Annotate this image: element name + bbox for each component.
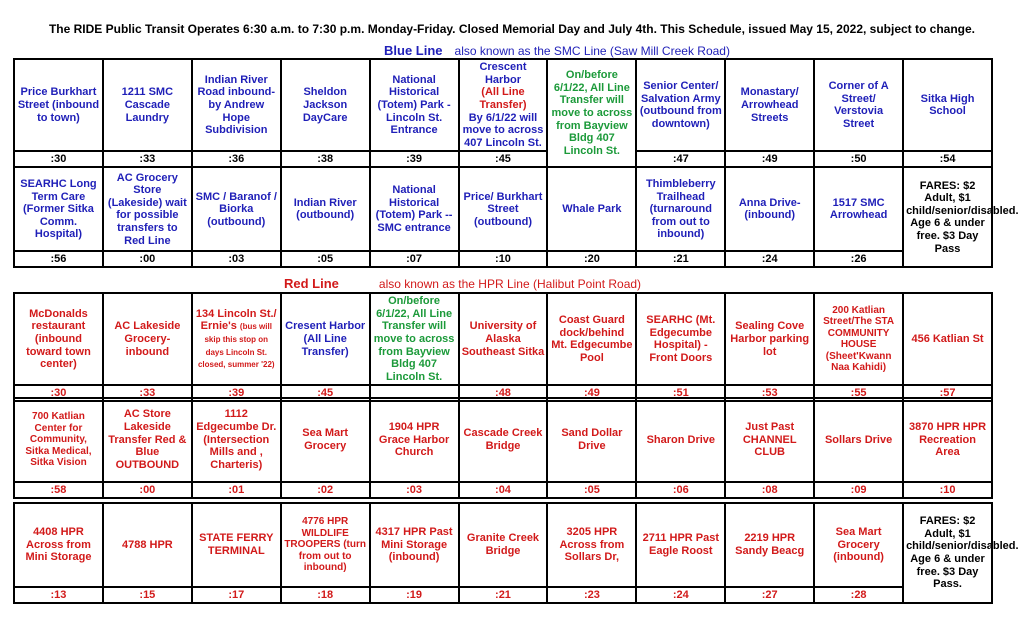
stop-cell: Sand Dollar Drive xyxy=(547,398,636,482)
stop-cell: Granite Creek Bridge xyxy=(459,503,548,587)
stop-cell: 2711 HPR Past Eagle Roost xyxy=(636,503,725,587)
time-cell: :19 xyxy=(370,587,459,603)
red-line-aka: also known as the HPR Line (Halibut Point Road) xyxy=(378,277,642,291)
stop-cell: 1112 Edgecumbe Dr. (Intersection Mills and , Charteris) xyxy=(192,398,281,482)
time-cell: :17 xyxy=(192,587,281,603)
stop-cell: Sealing Cove Harbor parking lot xyxy=(725,293,814,385)
stop-cell: 700 Katlian Center for Community, Sitka Medical, Sitka Vision xyxy=(14,398,103,482)
stop-cell: 4776 HPR WILDLIFE TROOPERS (turn from out to inbound) xyxy=(281,503,370,587)
time-cell: :48 xyxy=(459,385,548,401)
time-cell: :33 xyxy=(103,151,192,167)
time-cell: :58 xyxy=(14,482,103,498)
time-cell: :08 xyxy=(725,482,814,498)
stop-cell: 1517 SMC Arrowhead xyxy=(814,167,903,251)
time-cell: :30 xyxy=(14,151,103,167)
schedule-header: The RIDE Public Transit Operates 6:30 a.m. to 7:30 p.m. Monday-Friday. Closed Memorial Day and July 4th. This Schedule, issued May 15, 2022, subject to change. xyxy=(48,22,976,36)
time-cell: :55 xyxy=(814,385,903,401)
time-cell: :00 xyxy=(103,251,192,267)
time-cell: :56 xyxy=(14,251,103,267)
stop-cell: STATE FERRY TERMINAL xyxy=(192,503,281,587)
stop-cell: AC Grocery Store (Lakeside) wait for possible transfers to Red Line xyxy=(103,167,192,251)
time-cell: :05 xyxy=(547,482,636,498)
stop-cell: Senior Center/ Salvation Army (outbound from downtown) xyxy=(636,59,725,151)
time-cell: :10 xyxy=(903,482,992,498)
stop-cell: University of Alaska Southeast Sitka xyxy=(459,293,548,385)
stop-cell: Indian River (outbound) xyxy=(281,167,370,251)
time-cell: :27 xyxy=(725,587,814,603)
red-line-table-3 xyxy=(13,502,1019,604)
fares-cell: FARES: $2 Adult, $1 child/senior/disabled. Age 6 & under free. $3 Day Pass xyxy=(903,167,992,267)
ernies-label: 134 Lincoln St./ Ernie's xyxy=(195,307,277,333)
stop-cell: Sheldon Jackson DayCare xyxy=(281,59,370,151)
time-cell: :53 xyxy=(725,385,814,401)
time-cell: :49 xyxy=(725,151,814,167)
stop-cell-crescent-harbor xyxy=(459,59,548,151)
stop-cell-ernies xyxy=(192,293,281,385)
blue-line-title xyxy=(384,43,730,58)
time-cell: :50 xyxy=(814,151,903,167)
time-cell: :03 xyxy=(192,251,281,267)
crescent-harbor-note: By 6/1/22 will move to across 407 Lincoln St. xyxy=(462,111,544,149)
stop-cell: National Historical (Totem) Park -- SMC entrance xyxy=(370,167,459,251)
time-cell: :04 xyxy=(459,482,548,498)
stop-cell: Indian River Road inbound- by Andrew Hope Subdivision xyxy=(192,59,281,151)
stop-cell: 4408 HPR Across from Mini Storage xyxy=(14,503,103,587)
blue-line-aka: also known as the SMC Line (Saw Mill Creek Road) xyxy=(454,44,730,58)
time-cell: :24 xyxy=(725,251,814,267)
time-cell: :45 xyxy=(281,385,370,401)
red-line-title xyxy=(284,276,641,291)
stop-cell: Cresent Harbor (All Line Transfer) xyxy=(281,293,370,385)
stop-cell: 2219 HPR Sandy Beacg xyxy=(725,503,814,587)
time-cell: :02 xyxy=(281,482,370,498)
stop-cell: McDonalds restaurant (inbound toward town center) xyxy=(14,293,103,385)
stop-cell: Thimbleberry Trailhead (turnaround from out to inbound) xyxy=(636,167,725,251)
time-cell: :07 xyxy=(370,251,459,267)
time-cell: :01 xyxy=(192,482,281,498)
time-cell: :26 xyxy=(814,251,903,267)
crescent-harbor-label: Crescent Harbor xyxy=(479,61,527,86)
time-cell: :21 xyxy=(459,587,548,603)
time-cell: :57 xyxy=(903,385,992,401)
stop-cell: National Historical (Totem) Park - Lincoln St. Entrance xyxy=(370,59,459,151)
time-cell: :39 xyxy=(370,151,459,167)
stop-cell: 1904 HPR Grace Harbor Church xyxy=(370,398,459,482)
stop-cell: Just Past CHANNEL CLUB xyxy=(725,398,814,482)
stop-cell: Anna Drive- (inbound) xyxy=(725,167,814,251)
fares-cell: FARES: $2 Adult, $1 child/senior/disabled. Age 6 & under free. $3 Day Pass. xyxy=(903,503,992,603)
time-cell: :13 xyxy=(14,587,103,603)
time-cell: :38 xyxy=(281,151,370,167)
time-cell: :45 xyxy=(459,151,548,167)
red-line-table-1 xyxy=(13,292,993,402)
stop-cell: Corner of A Street/ Verstovia Street xyxy=(814,59,903,151)
stop-cell: 4788 HPR xyxy=(103,503,192,587)
time-cell: :24 xyxy=(636,587,725,603)
stop-cell: SEARHC (Mt. Edgecumbe Hospital) - Front Doors xyxy=(636,293,725,385)
transfer-note-cell: On/before 6/1/22, All Line Transfer will move to across from Bayview Bldg 407 Lincoln St. xyxy=(547,59,636,167)
stop-cell: 200 Katlian Street/The STA COMMUNITY HOUSE (Sheet'Kwann Naa Kahidi) xyxy=(814,293,903,385)
time-cell: :03 xyxy=(370,482,459,498)
stop-cell: Sollars Drive xyxy=(814,398,903,482)
red-line-table-2 xyxy=(13,397,993,499)
time-cell: :30 xyxy=(14,385,103,401)
time-cell: :00 xyxy=(103,482,192,498)
red-line-name: Red Line xyxy=(284,276,339,291)
time-cell: :49 xyxy=(547,385,636,401)
time-cell: :51 xyxy=(636,385,725,401)
stop-cell: Sharon Drive xyxy=(636,398,725,482)
crescent-all-line-label: (All Line Transfer) xyxy=(479,86,527,111)
stop-cell: Monastary/ Arrowhead Streets xyxy=(725,59,814,151)
time-cell: :10 xyxy=(459,251,548,267)
stop-cell: Whale Park xyxy=(547,167,636,251)
time-cell: :47 xyxy=(636,151,725,167)
stop-cell: Cascade Creek Bridge xyxy=(459,398,548,482)
time-cell: :23 xyxy=(547,587,636,603)
time-cell: :21 xyxy=(636,251,725,267)
time-cell: :39 xyxy=(192,385,281,401)
time-cell: :18 xyxy=(281,587,370,603)
time-cell: :28 xyxy=(814,587,903,603)
stop-cell: 456 Katlian St xyxy=(903,293,992,385)
stop-cell: 3870 HPR HPR Recreation Area xyxy=(903,398,992,482)
ernies-note: (bus will skip this stop on days Lincoln St. closed, summer '22) xyxy=(197,322,275,370)
time-cell: :15 xyxy=(103,587,192,603)
blue-line-name: Blue Line xyxy=(384,43,443,58)
time-cell: :36 xyxy=(192,151,281,167)
stop-cell: SMC / Baranof / Biorka (outbound) xyxy=(192,167,281,251)
stop-cell: Price/ Burkhart Street (outbound) xyxy=(459,167,548,251)
time-cell: :05 xyxy=(281,251,370,267)
stop-cell: AC Store Lakeside Transfer Red & Blue OUTBOUND xyxy=(103,398,192,482)
stop-cell: Price Burkhart Street (inbound to town) xyxy=(14,59,103,151)
stop-cell: 3205 HPR Across from Sollars Dr, xyxy=(547,503,636,587)
blue-line-table xyxy=(13,58,1019,268)
stop-cell: Sitka High School xyxy=(903,59,992,151)
time-cell: :06 xyxy=(636,482,725,498)
transfer-note-cell: On/before 6/1/22, All Line Transfer will move to across from Bayview Bldg 407 Lincoln St. xyxy=(370,293,459,385)
stop-cell: 4317 HPR Past Mini Storage (inbound) xyxy=(370,503,459,587)
time-cell: :09 xyxy=(814,482,903,498)
stop-cell: 1211 SMC Cascade Laundry xyxy=(103,59,192,151)
stop-cell: Sea Mart Grocery (inbound) xyxy=(814,503,903,587)
time-cell: :20 xyxy=(547,251,636,267)
stop-cell: Sea Mart Grocery xyxy=(281,398,370,482)
stop-cell: Coast Guard dock/behind Mt. Edgecumbe Pool xyxy=(547,293,636,385)
time-cell: :33 xyxy=(103,385,192,401)
stop-cell: AC Lakeside Grocery- inbound xyxy=(103,293,192,385)
stop-cell: SEARHC Long Term Care (Former Sitka Comm. Hospital) xyxy=(14,167,103,251)
time-cell: :54 xyxy=(903,151,992,167)
